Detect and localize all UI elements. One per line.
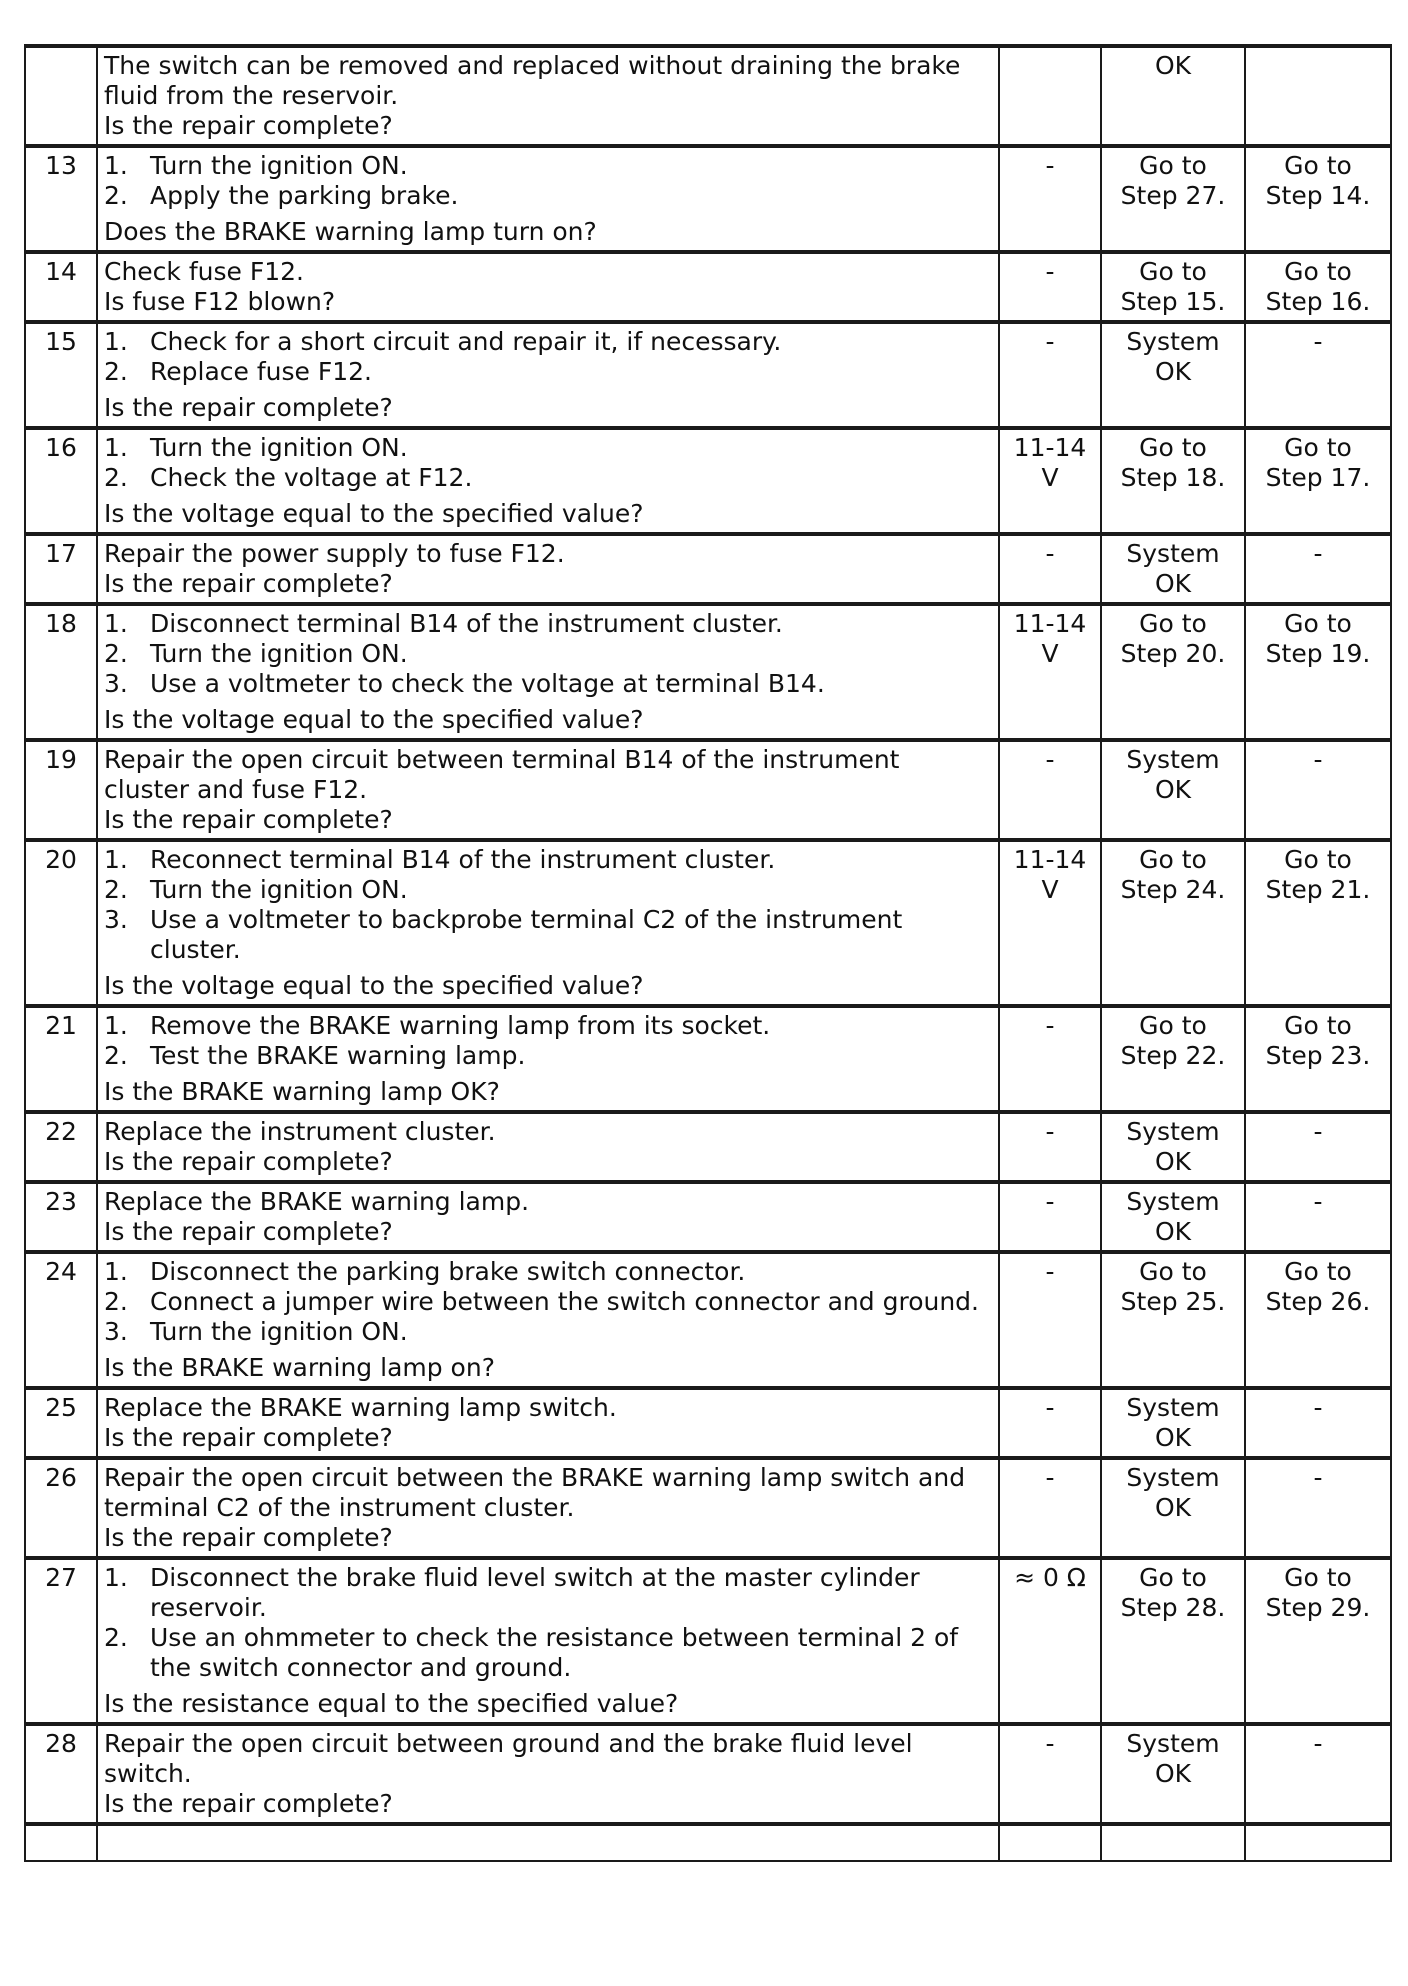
substep-number: 2. <box>104 181 128 210</box>
substep-number: 2. <box>104 875 128 904</box>
step-number: 23 <box>25 1182 97 1252</box>
step-number: 14 <box>25 252 97 322</box>
action-line: Is the repair complete? <box>104 805 393 834</box>
step-number: 16 <box>25 428 97 534</box>
step-number: 28 <box>25 1724 97 1824</box>
action-cell <box>97 740 999 840</box>
substep-text: Reconnect terminal B14 of the instrument cluster. <box>150 845 776 874</box>
substep-number: 1. <box>104 1257 128 1286</box>
substep-number: 1. <box>104 1563 128 1592</box>
action-cell <box>97 604 999 740</box>
table-row <box>25 322 1391 428</box>
substep-number: 1. <box>104 433 128 462</box>
yes-result-cell: Go to Step 20. <box>1101 604 1245 740</box>
substep-number: 2. <box>104 357 128 386</box>
action-substep <box>104 463 992 493</box>
yes-result-cell: Go to Step 15. <box>1101 252 1245 322</box>
action-line: Is the repair complete? <box>104 1423 393 1452</box>
step-number: 25 <box>25 1388 97 1458</box>
empty-cell <box>1101 1824 1245 1861</box>
action-cell <box>97 146 999 252</box>
yes-result-cell: System OK <box>1101 740 1245 840</box>
table-row <box>25 1458 1391 1558</box>
substep-text: Connect a jumper wire between the switch connector and ground. <box>150 1287 979 1316</box>
value-cell: - <box>999 1006 1101 1112</box>
empty-cell <box>1245 1824 1391 1861</box>
substep-number: 1. <box>104 845 128 874</box>
substep-text: Disconnect the parking brake switch connector. <box>150 1257 746 1286</box>
action-cell <box>97 840 999 1006</box>
substep-text: Use a voltmeter to backprobe terminal C2 of the instrument cluster. <box>150 905 903 964</box>
substep-text: Turn the ignition ON. <box>150 639 408 668</box>
action-cell <box>97 428 999 534</box>
value-cell: - <box>999 1724 1101 1824</box>
substep-text: Turn the ignition ON. <box>150 151 408 180</box>
action-substep <box>104 1011 992 1041</box>
empty-cell <box>97 1824 999 1861</box>
action-substep <box>104 1041 992 1071</box>
action-cell <box>97 1558 999 1724</box>
action-question: Does the BRAKE warning lamp turn on? <box>104 217 597 246</box>
step-number: 13 <box>25 146 97 252</box>
value-cell: - <box>999 1112 1101 1182</box>
action-substep <box>104 905 992 965</box>
yes-result-cell: System OK <box>1101 534 1245 604</box>
table-row <box>25 1252 1391 1388</box>
action-substep <box>104 1563 992 1623</box>
no-result-cell: - <box>1245 322 1391 428</box>
action-substep <box>104 845 992 875</box>
no-result-cell: Go to Step 16. <box>1245 252 1391 322</box>
table-row <box>25 1558 1391 1724</box>
action-line: Is the repair complete? <box>104 1217 393 1246</box>
action-line: Repair the open circuit between ground and the brake fluid level <box>104 1729 913 1758</box>
action-cell <box>97 1252 999 1388</box>
action-question: Is the BRAKE warning lamp on? <box>104 1353 495 1382</box>
action-line: terminal C2 of the instrument cluster. <box>104 1493 575 1522</box>
action-line: Is the repair complete? <box>104 569 393 598</box>
table-row <box>25 1388 1391 1458</box>
action-question: Is the voltage equal to the specified value? <box>104 499 644 528</box>
action-substep <box>104 1287 992 1317</box>
action-substep <box>104 609 992 639</box>
table-body <box>25 46 1391 1861</box>
action-cell <box>97 1388 999 1458</box>
action-question: Is the voltage equal to the specified value? <box>104 971 644 1000</box>
substep-text: Use a voltmeter to check the voltage at terminal B14. <box>150 669 825 698</box>
action-cell <box>97 1006 999 1112</box>
substep-number: 1. <box>104 327 128 356</box>
yes-result-cell: Go to Step 25. <box>1101 1252 1245 1388</box>
substep-number: 1. <box>104 151 128 180</box>
no-result-cell: - <box>1245 1182 1391 1252</box>
action-line: fluid from the reservoir. <box>104 81 399 110</box>
no-result-cell: - <box>1245 1724 1391 1824</box>
action-substep <box>104 1623 992 1683</box>
substep-text: Turn the ignition ON. <box>150 1317 408 1346</box>
table-row <box>25 46 1391 146</box>
yes-result-cell: System OK <box>1101 1458 1245 1558</box>
substep-text: Use an ohmmeter to check the resistance between terminal 2 of the switch connector and ground. <box>150 1623 959 1682</box>
action-line: The switch can be removed and replaced without draining the brake <box>104 51 961 80</box>
substep-text: Test the BRAKE warning lamp. <box>150 1041 526 1070</box>
step-number: 22 <box>25 1112 97 1182</box>
substep-number: 2. <box>104 1041 128 1070</box>
substep-number: 2. <box>104 463 128 492</box>
action-substep <box>104 151 992 181</box>
action-substep <box>104 433 992 463</box>
table-row <box>25 604 1391 740</box>
no-result-cell: - <box>1245 740 1391 840</box>
value-cell: 11-14 V <box>999 428 1101 534</box>
yes-result-cell: System OK <box>1101 322 1245 428</box>
substep-text: Disconnect the brake fluid level switch at the master cylinder reservoir. <box>150 1563 920 1622</box>
action-substep <box>104 327 992 357</box>
action-cell <box>97 322 999 428</box>
step-number: 26 <box>25 1458 97 1558</box>
no-result-cell: - <box>1245 1458 1391 1558</box>
table-row <box>25 740 1391 840</box>
step-number: 20 <box>25 840 97 1006</box>
table-row <box>25 252 1391 322</box>
empty-cell <box>999 1824 1101 1861</box>
substep-text: Turn the ignition ON. <box>150 875 408 904</box>
no-result-cell: Go to Step 17. <box>1245 428 1391 534</box>
action-cell <box>97 252 999 322</box>
table-row <box>25 1182 1391 1252</box>
substep-text: Disconnect terminal B14 of the instrument cluster. <box>150 609 783 638</box>
action-cell <box>97 1724 999 1824</box>
yes-result-cell: System OK <box>1101 1112 1245 1182</box>
table-row <box>25 534 1391 604</box>
table-row <box>25 1112 1391 1182</box>
substep-number: 1. <box>104 1011 128 1040</box>
substep-number: 1. <box>104 609 128 638</box>
step-number: 18 <box>25 604 97 740</box>
action-line: cluster and fuse F12. <box>104 775 368 804</box>
action-line: Replace the instrument cluster. <box>104 1117 496 1146</box>
no-result-cell: - <box>1245 534 1391 604</box>
substep-number: 3. <box>104 1317 128 1346</box>
value-cell: - <box>999 740 1101 840</box>
step-number <box>25 46 97 146</box>
no-result-cell: Go to Step 19. <box>1245 604 1391 740</box>
value-cell <box>999 46 1101 146</box>
yes-result-cell: OK <box>1101 46 1245 146</box>
value-cell: - <box>999 1182 1101 1252</box>
action-cell <box>97 1112 999 1182</box>
action-line: Is the repair complete? <box>104 1789 393 1818</box>
action-line: Replace the BRAKE warning lamp switch. <box>104 1393 617 1422</box>
no-result-cell: Go to Step 14. <box>1245 146 1391 252</box>
action-question: Is the repair complete? <box>104 393 393 422</box>
substep-text: Check for a short circuit and repair it, if necessary. <box>150 327 782 356</box>
substep-number: 2. <box>104 1623 128 1652</box>
yes-result-cell: System OK <box>1101 1182 1245 1252</box>
action-substep <box>104 181 992 211</box>
action-substep <box>104 875 992 905</box>
substep-number: 2. <box>104 1287 128 1316</box>
step-number: 24 <box>25 1252 97 1388</box>
step-number: 19 <box>25 740 97 840</box>
step-number: 15 <box>25 322 97 428</box>
yes-result-cell: System OK <box>1101 1388 1245 1458</box>
action-line: Is the repair complete? <box>104 1147 393 1176</box>
action-substep <box>104 1257 992 1287</box>
yes-result-cell: Go to Step 24. <box>1101 840 1245 1006</box>
value-cell: ≈ 0 Ω <box>999 1558 1101 1724</box>
step-number: 17 <box>25 534 97 604</box>
substep-number: 3. <box>104 905 128 934</box>
action-question: Is the resistance equal to the specified value? <box>104 1689 679 1718</box>
no-result-cell: Go to Step 26. <box>1245 1252 1391 1388</box>
table-row <box>25 1006 1391 1112</box>
step-number: 27 <box>25 1558 97 1724</box>
no-result-cell: - <box>1245 1112 1391 1182</box>
table-row <box>25 840 1391 1006</box>
action-question: Is the voltage equal to the specified value? <box>104 705 644 734</box>
yes-result-cell: Go to Step 28. <box>1101 1558 1245 1724</box>
action-cell <box>97 1182 999 1252</box>
substep-text: Turn the ignition ON. <box>150 433 408 462</box>
action-cell <box>97 46 999 146</box>
no-result-cell: Go to Step 23. <box>1245 1006 1391 1112</box>
action-cell <box>97 1458 999 1558</box>
action-line: Is the repair complete? <box>104 1523 393 1552</box>
action-question: Is the BRAKE warning lamp OK? <box>104 1077 500 1106</box>
action-line: Repair the open circuit between terminal B14 of the instrument <box>104 745 900 774</box>
value-cell: - <box>999 146 1101 252</box>
value-cell: - <box>999 252 1101 322</box>
action-line: Repair the open circuit between the BRAKE warning lamp switch and <box>104 1463 966 1492</box>
yes-result-cell: Go to Step 22. <box>1101 1006 1245 1112</box>
substep-text: Replace fuse F12. <box>150 357 372 386</box>
diagnostic-table <box>24 44 1392 1862</box>
value-cell: 11-14 V <box>999 840 1101 1006</box>
value-cell: - <box>999 1388 1101 1458</box>
value-cell: - <box>999 1458 1101 1558</box>
step-number: 21 <box>25 1006 97 1112</box>
value-cell: - <box>999 1252 1101 1388</box>
empty-table-row <box>25 1824 1391 1861</box>
table-row <box>25 146 1391 252</box>
action-substep <box>104 1317 992 1347</box>
action-line: Is the repair complete? <box>104 111 393 140</box>
action-cell <box>97 534 999 604</box>
action-line: Check fuse F12. <box>104 257 304 286</box>
yes-result-cell: System OK <box>1101 1724 1245 1824</box>
no-result-cell: Go to Step 29. <box>1245 1558 1391 1724</box>
yes-result-cell: Go to Step 18. <box>1101 428 1245 534</box>
action-line: switch. <box>104 1759 192 1788</box>
no-result-cell: Go to Step 21. <box>1245 840 1391 1006</box>
table-row <box>25 428 1391 534</box>
substep-text: Check the voltage at F12. <box>150 463 473 492</box>
substep-number: 2. <box>104 639 128 668</box>
action-line: Repair the power supply to fuse F12. <box>104 539 565 568</box>
yes-result-cell: Go to Step 27. <box>1101 146 1245 252</box>
action-substep <box>104 357 992 387</box>
action-line: Is fuse F12 blown? <box>104 287 336 316</box>
value-cell: - <box>999 534 1101 604</box>
no-result-cell <box>1245 46 1391 146</box>
empty-cell <box>25 1824 97 1861</box>
action-substep <box>104 639 992 669</box>
table-row <box>25 1724 1391 1824</box>
no-result-cell: - <box>1245 1388 1391 1458</box>
substep-text: Apply the parking brake. <box>150 181 459 210</box>
substep-number: 3. <box>104 669 128 698</box>
action-line: Replace the BRAKE warning lamp. <box>104 1187 530 1216</box>
action-substep <box>104 669 992 699</box>
substep-text: Remove the BRAKE warning lamp from its socket. <box>150 1011 771 1040</box>
value-cell: 11-14 V <box>999 604 1101 740</box>
value-cell: - <box>999 322 1101 428</box>
